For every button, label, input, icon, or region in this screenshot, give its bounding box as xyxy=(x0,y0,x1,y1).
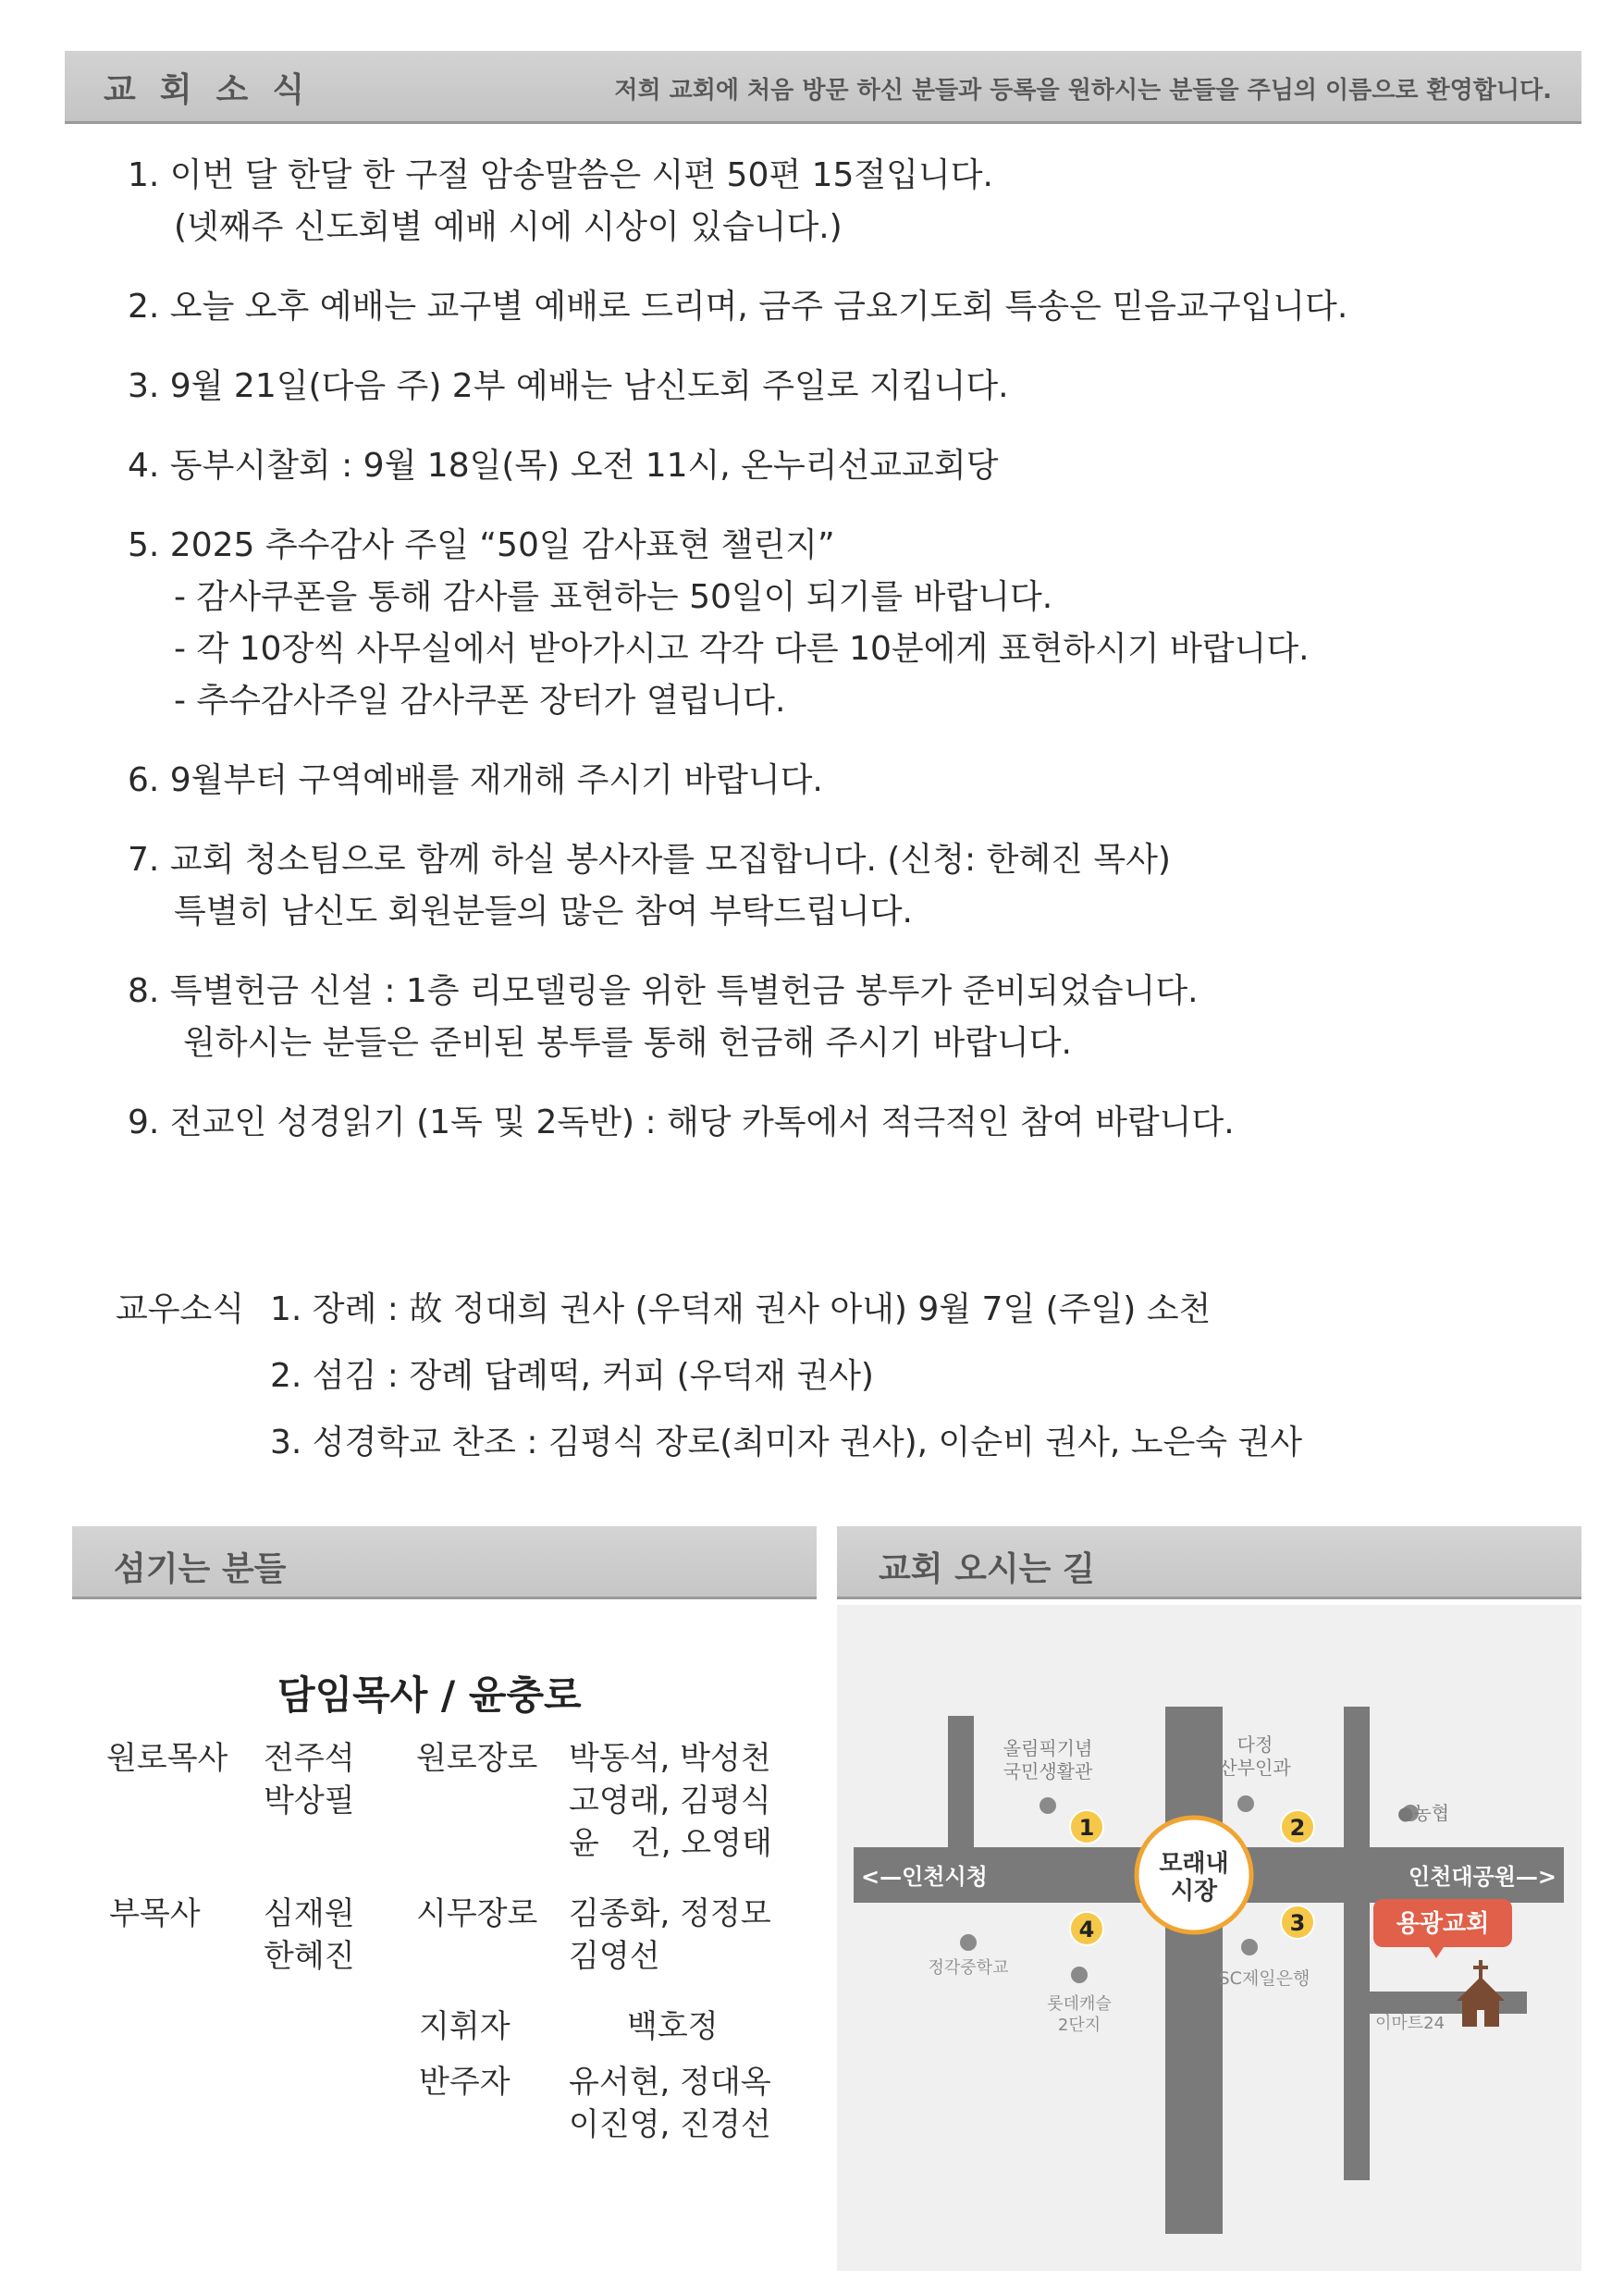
exit-number: 2 xyxy=(1289,1815,1306,1841)
notice-item-4 xyxy=(128,440,1515,492)
notice-subline: - 감사쿠폰을 통해 감사를 표현하는 50일이 되기를 바랍니다. xyxy=(174,578,1053,616)
emeritus-pastor-names xyxy=(264,1737,355,1822)
conductor-name: 백호정 xyxy=(627,2008,719,2045)
map-label-emart: 이마트24 xyxy=(1375,2014,1446,2033)
road-upper-left xyxy=(948,1716,974,1850)
map-label-church: 용광교회 xyxy=(1396,1910,1490,1938)
notice-line: 2. 오늘 오후 예배는 교구별 예배로 드리며, 금주 금요기도회 특송은 믿음교구입니다. xyxy=(128,288,1348,326)
notice-item-9 xyxy=(128,1097,1515,1149)
notice-line: 3. 9월 21일(다음 주) 2부 예배는 남신도회 주일로 지킵니다. xyxy=(128,367,1009,405)
staff-name: 유서현, 정대옥 xyxy=(569,2064,771,2101)
staff-name: 김영선 xyxy=(569,1938,660,1975)
map-label-lotte: 롯데캐슬 xyxy=(1047,1994,1112,2014)
active-elder-label: 시무장로 xyxy=(416,1895,538,1932)
road-side-street xyxy=(1370,1992,1527,2014)
notice-item-3 xyxy=(128,361,1515,413)
servers-header xyxy=(72,1526,817,1599)
news-header-bar xyxy=(65,51,1581,124)
notice-subline: (넷째주 신도회별 예배 시에 시상이 있습니다.) xyxy=(174,208,843,246)
notice-item-7 xyxy=(128,834,1515,938)
map-label-olympic2: 국민생활관 xyxy=(1003,1760,1093,1782)
road-upper-right xyxy=(1344,1707,1370,1847)
landmark-dot xyxy=(1071,1967,1088,1983)
map-label-lotte2: 2단지 xyxy=(1057,2016,1101,2035)
staff-name: 윤 건, 오영태 xyxy=(569,1825,772,1862)
church-news-items xyxy=(270,1276,1302,1476)
landmark-dot xyxy=(960,1934,977,1951)
landmark-dot xyxy=(1237,1795,1254,1812)
map-label-sc: SC제일은행 xyxy=(1218,1968,1310,1989)
map-label-center2: 시장 xyxy=(1170,1878,1218,1906)
news-header-title: 교회소식 xyxy=(104,71,329,109)
map-label-left-road: <—인천시청 xyxy=(861,1864,988,1890)
directions-header-title: 교회 오시는 길 xyxy=(879,1550,1095,1588)
notice-list xyxy=(128,150,1515,1177)
staff-name: 박상필 xyxy=(264,1782,355,1819)
road-main-vertical xyxy=(1165,1707,1223,2234)
map-svg xyxy=(837,1605,1581,2271)
map-label-center: 모래내 xyxy=(1159,1850,1229,1878)
associate-pastor-label: 부목사 xyxy=(109,1895,201,1932)
accompanist-names xyxy=(569,2061,771,2146)
notice-subline: - 추수감사주일 감사쿠폰 장터가 열립니다. xyxy=(174,682,786,720)
map-label-right-road: 인천대공원—> xyxy=(1408,1864,1556,1890)
associate-pastor-names xyxy=(264,1893,355,1978)
map-label-nonghyup: ●농협 xyxy=(1397,1802,1450,1824)
notice-item-2 xyxy=(128,281,1515,333)
map-label-olympic: 올림픽기념 xyxy=(1003,1737,1093,1759)
landmark-dot xyxy=(1241,1939,1258,1955)
notice-subline: 원하시는 분들은 준비된 봉투를 통해 헌금해 주시기 바랍니다. xyxy=(183,1024,1072,1062)
staff-name: 김종화, 정정모 xyxy=(569,1895,771,1932)
directions-header xyxy=(837,1526,1581,1599)
notice-item-6 xyxy=(128,755,1515,807)
exit-number: 3 xyxy=(1289,1910,1306,1936)
church-badge-pointer xyxy=(1429,1947,1444,1958)
map-label-dajeong2: 산부인과 xyxy=(1219,1757,1291,1779)
exit-number: 1 xyxy=(1078,1815,1095,1841)
notice-line: 1. 이번 달 한달 한 구절 암송말씀은 시편 50편 15절입니다. xyxy=(128,156,993,194)
church-news-item: 3. 성경학교 찬조 : 김평식 장로(최미자 권사), 이순비 권사, 노은숙 권사 xyxy=(270,1424,1303,1462)
staff-name: 이진영, 진경선 xyxy=(569,2106,771,2143)
active-elder-names xyxy=(569,1893,771,1978)
directions-map xyxy=(837,1605,1581,2271)
news-header-subtitle: 저희 교회에 처음 방문 하신 분들과 등록을 원하시는 분들을 주님의 이름으로 환영합니다. xyxy=(614,77,1552,105)
map-label-jeonggak: 정각중학교 xyxy=(928,1958,1009,1978)
notice-subline: 특별히 남신도 회원분들의 많은 참여 부탁드립니다. xyxy=(174,893,913,931)
staff-name: 박동석, 박성천 xyxy=(569,1740,771,1777)
emeritus-pastor-label: 원로목사 xyxy=(106,1740,228,1777)
notice-line: 6. 9월부터 구역예배를 재개해 주시기 바랍니다. xyxy=(128,761,823,799)
staff-name: 심재원 xyxy=(264,1895,355,1932)
senior-pastor: 담임목사 / 윤충로 xyxy=(277,1672,582,1718)
notice-line: 4. 동부시찰회 : 9월 18일(목) 오전 11시, 온누리선교교회당 xyxy=(128,447,999,485)
conductor-label: 지휘자 xyxy=(419,2008,511,2045)
emeritus-elder-label: 원로장로 xyxy=(416,1740,538,1777)
church-news-label: 교우소식 xyxy=(116,1290,245,1328)
staff-name: 고영래, 김평식 xyxy=(569,1782,771,1819)
map-label-dajeong: 다정 xyxy=(1236,1733,1273,1756)
church-news-item: 2. 섬김 : 장례 답례떡, 커피 (우덕재 권사) xyxy=(270,1357,874,1395)
notice-line: 5. 2025 추수감사 주일 “50일 감사표현 챌린지” xyxy=(128,526,835,564)
road-lower-right xyxy=(1344,1903,1370,2180)
staff-name: 전주석 xyxy=(264,1740,355,1777)
landmark-dot xyxy=(1040,1797,1056,1814)
notice-item-8 xyxy=(128,966,1515,1069)
emeritus-elder-names xyxy=(569,1737,772,1865)
exit-number: 4 xyxy=(1078,1917,1095,1942)
servers-header-title: 섬기는 분들 xyxy=(114,1550,287,1588)
notice-item-5 xyxy=(128,520,1515,727)
notice-item-1 xyxy=(128,150,1515,253)
church-news-item: 1. 장례 : 故 정대희 권사 (우덕재 권사 아내) 9월 7일 (주일) 소천 xyxy=(270,1290,1212,1328)
notice-line: 9. 전교인 성경읽기 (1독 및 2독반) : 해당 카톡에서 적극적인 참여 바랍니다. xyxy=(128,1104,1235,1141)
accompanist-label: 반주자 xyxy=(419,2064,511,2101)
notice-subline: - 각 10장씩 사무실에서 받아가시고 각각 다른 10분에게 표현하시기 바랍니다. xyxy=(174,630,1310,668)
staff-name: 한혜진 xyxy=(264,1938,355,1975)
notice-line: 7. 교회 청소팀으로 함께 하실 봉사자를 모집합니다. (신청: 한혜진 목사) xyxy=(128,841,1171,879)
notice-line: 8. 특별헌금 신설 : 1층 리모델링을 위한 특별헌금 봉투가 준비되었습니다. xyxy=(128,972,1199,1010)
